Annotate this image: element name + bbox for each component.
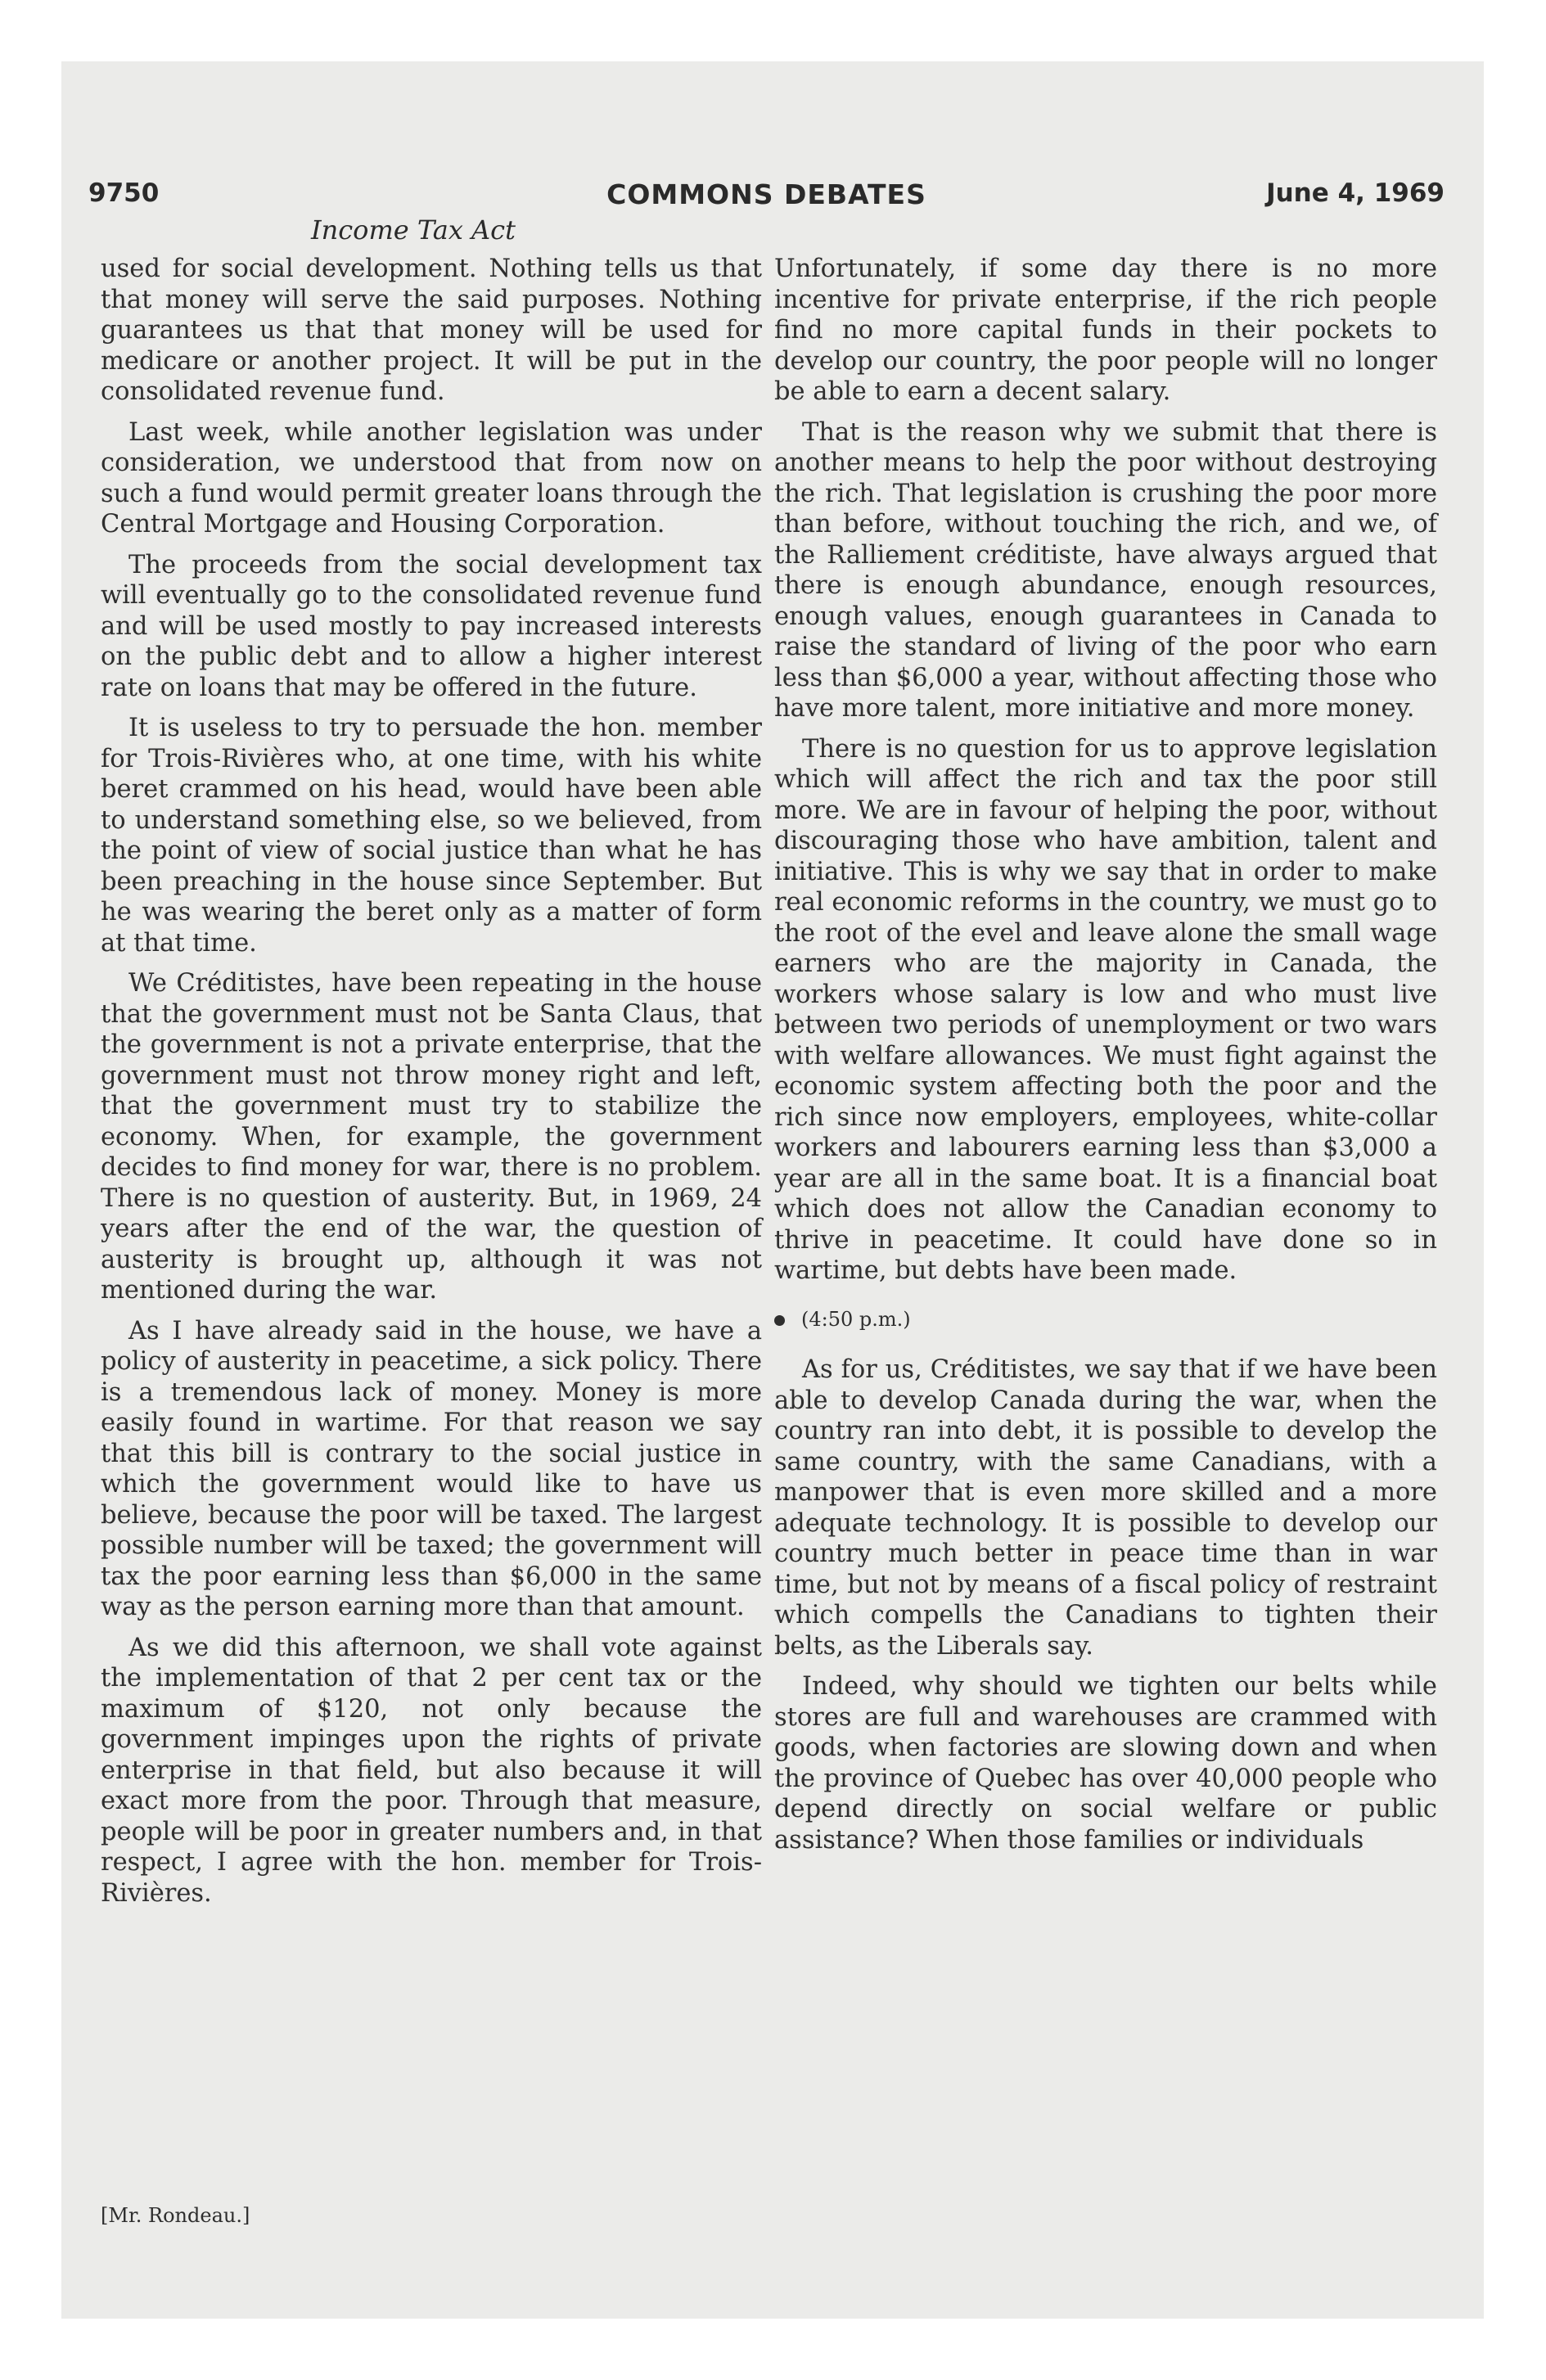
left-column <box>101 254 762 1918</box>
timestamp <box>774 1305 1437 1336</box>
paragraph: Unfortunately, if some day there is no more incentive for private enterprise, if the rich people find no more capital funds in their pockets to develop our country, the poor people will no longer be able to earn a decent salary. <box>774 255 1437 406</box>
paragraph: It is useless to try to persuade the hon. member for Trois-Rivières who, at one time, with his white beret crammed on his head, would have been able to understand something else, so we believed, from the point of view of social justice than what he has been preaching in the house since September. But he was wearing the beret only as a matter of form at that time. <box>101 714 762 958</box>
page-header <box>88 178 1445 219</box>
paragraph: As for us, Créditistes, we say that if we have been able to develop Canada during the war, when the country ran into debt, it is possible to develop the same country, with the same Canadians, with a manpower that is even more skilled and a more adequate technology. It is possible to develop our country much better in peace time than in war time, but not by means of a fiscal policy of restraint which compells the Canadians to tighten their belts, as the Liberals say. <box>774 1355 1437 1661</box>
timestamp-text: (4:50 p.m.) <box>801 1307 911 1331</box>
bullet-icon <box>774 1315 785 1326</box>
page-number: 9750 <box>88 178 160 208</box>
publication-title: COMMONS DEBATES <box>606 178 926 210</box>
paragraph: We Créditistes, have been repeating in the house that the government must not be Santa Claus, that the government is not a private enterprise, that the government must not throw money right and left, that the government must try to stabilize the economy. When, for example, the government decides to find money for war, there is no problem. There is no question of austerity. But, in 1969, 24 years after the end of the war, the question of austerity is brought up, although it was not mentioned during the war. <box>101 969 762 1305</box>
right-column <box>774 254 1437 1865</box>
paragraph: As I have already said in the house, we have a policy of austerity in peacetime, a sick policy. There is a tremendous lack of money. Money is more easily found in wartime. For that reason we say that this bill is contrary to the social justice in which the government would like to have us believe, because the poor will be taxed. The largest possible number will be taxed; the government will tax the poor earning less than $6,000 in the same way as the person earning more than that amount. <box>101 1316 762 1621</box>
running-subject: Income Tax Act <box>311 214 516 246</box>
paragraph: Indeed, why should we tighten our belts while stores are full and warehouses are crammed with goods, when factories are slowing down and when the province of Quebec has over 40,000 people who depend directly on social welfare or public assistance? When those families or individuals <box>774 1672 1437 1855</box>
paragraph: used for social development. Nothing tells us that that money will serve the said purposes. Nothing guarantees us that that money will be used for medicare or another project. It will be put in the consolidated revenue fund. <box>101 255 762 406</box>
paragraph: That is the reason why we submit that there is another means to help the poor without destroying the rich. That legislation is crushing the poor more than before, without touching the rich, and we, of the Ralliement créditiste, have always argued that there is enough abundance, enough resources, enough values, enough guarantees in Canada to raise the standard of living of the poor who earn less than $6,000 a year, without affecting those who have more talent, more initiative and more money. <box>774 417 1437 723</box>
paragraph: As we did this afternoon, we shall vote against the implementation of that 2 per cent tax or the maximum of $120, not only because the government impinges upon the rights of private enterprise in that field, but also because it will exact more from the poor. Through that measure, people will be poor in greater numbers and, in that respect, I agree with the hon. member for Trois-Rivières. <box>101 1633 762 1908</box>
speaker-attribution: [Mr. Rondeau.] <box>101 2204 250 2227</box>
page-date: June 4, 1969 <box>1266 178 1445 208</box>
paragraph: There is no question for us to approve legislation which will affect the rich and tax the poor still more. We are in favour of helping the poor, without discouraging those who have ambition, talent and initiative. This is why we say that in order to make real economic reforms in the country, we must go to the root of the evel and leave alone the small wage earners who are the majority in Canada, the workers whose salary is low and who must live between two periods of unemployment or two wars with welfare allowances. We must fight against the economic system affecting both the poor and the rich since now employers, employees, white-collar workers and labourers earning less than $3,000 a year are all in the same boat. It is a financial boat which does not allow the Canadian economy to thrive in peacetime. It could have done so in wartime, but debts have been made. <box>774 734 1437 1285</box>
paragraph: The proceeds from the social development tax will eventually go to the consolidated revenue fund and will be used mostly to pay increased interests on the public debt and to allow a higher interest rate on loans that may be offered in the future. <box>101 550 762 702</box>
paragraph: Last week, while another legislation was under consideration, we understood that from now on such a fund would permit greater loans through the Central Mortgage and Housing Corporation. <box>101 417 762 539</box>
